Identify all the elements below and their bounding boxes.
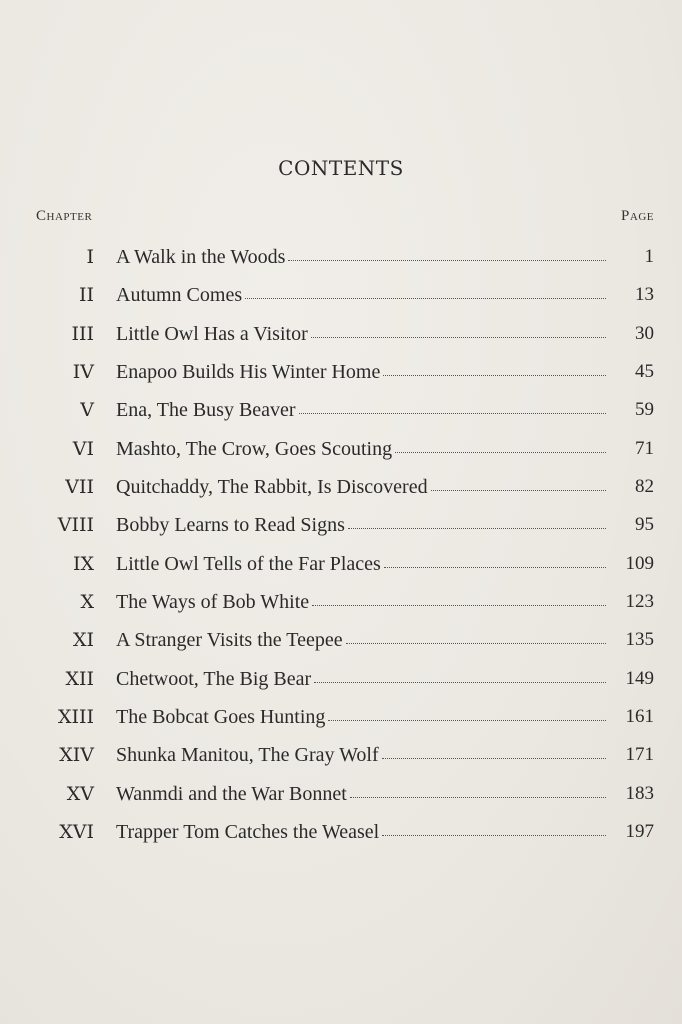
chapter-title: Ena, The Busy Beaver [116,399,296,421]
toc-entry [0,353,682,391]
page-number: 171 [625,744,654,765]
chapter-number: VI [72,438,94,460]
chapter-title: Chetwoot, The Big Bear [116,668,312,690]
page-number: 95 [635,514,654,535]
toc-entry [0,698,682,736]
dot-leader [346,642,606,644]
dot-leader [314,681,606,683]
dot-leader [288,259,606,261]
dot-leader [383,374,606,376]
toc-entry [0,506,682,544]
dot-leader [311,336,606,338]
dot-leader [395,451,606,453]
toc-entry [0,660,682,698]
toc-entry [0,468,682,506]
dot-leader [348,527,606,529]
page-number: 71 [635,438,654,459]
dot-leader [299,412,606,414]
dot-leader [382,757,606,759]
page-number: 109 [625,553,654,574]
chapter-number: VIII [57,514,94,536]
chapter-title: Mashto, The Crow, Goes Scouting [116,438,393,460]
chapter-title: A Walk in the Woods [116,246,286,268]
toc-entry [0,238,682,276]
chapter-number: XIV [59,744,94,766]
chapter-column-header: Chapter [36,208,93,224]
toc-entry [0,583,682,621]
chapter-title: Little Owl Has a Visitor [116,323,308,345]
page-number: 13 [635,284,654,305]
page-number: 135 [625,629,654,650]
page-number: 183 [625,783,654,804]
chapter-number: XV [66,783,94,805]
page-number: 45 [635,361,654,382]
page-number: 82 [635,476,654,497]
chapter-number: XIII [57,706,94,728]
chapter-title: Little Owl Tells of the Far Places [116,553,381,575]
dot-leader [431,489,606,491]
toc-entry [0,430,682,468]
toc-entry [0,391,682,429]
page-number: 123 [625,591,654,612]
chapter-title: The Ways of Bob White [116,591,310,613]
chapter-title: Trapper Tom Catches the Weasel [116,821,380,843]
chapter-title: A Stranger Visits the Teepee [116,629,343,651]
chapter-title: Enapoo Builds His Winter Home [116,361,381,383]
chapter-title: Wanmdi and the War Bonnet [116,783,347,805]
page-number: 59 [635,399,654,420]
chapter-title: Shunka Manitou, The Gray Wolf [116,744,379,766]
dot-leader [382,834,606,836]
chapter-number: I [86,246,94,268]
chapter-title: The Bobcat Goes Hunting [116,706,326,728]
chapter-number: XII [65,668,94,690]
chapter-number: IV [72,361,94,383]
dot-leader [245,297,606,299]
page-number: 149 [625,668,654,689]
chapter-number: XVI [59,821,94,843]
dot-leader [350,796,606,798]
page-number: 161 [625,706,654,727]
chapter-number: VII [65,476,94,498]
chapter-number: XI [72,629,94,651]
page-number: 30 [635,323,654,344]
chapter-title: Quitchaddy, The Rabbit, Is Discovered [116,476,428,498]
toc-entry [0,736,682,774]
page-title: CONTENTS [278,156,404,180]
page-number: 1 [644,246,654,267]
toc-entry [0,621,682,659]
toc-entry [0,775,682,813]
chapter-number: X [80,591,94,613]
chapter-number: V [80,399,94,421]
dot-leader [328,719,606,721]
page-column-header: Page [621,208,654,224]
toc-entry [0,315,682,353]
dot-leader [312,604,606,606]
chapter-number: IX [72,553,94,575]
toc-entry [0,545,682,583]
toc-entry [0,813,682,851]
toc-entry [0,276,682,314]
chapter-title: Bobby Learns to Read Signs [116,514,345,536]
chapter-number: II [78,284,94,306]
dot-leader [384,566,606,568]
page-number: 197 [625,821,654,842]
chapter-number: III [71,323,94,345]
chapter-title: Autumn Comes [116,284,243,306]
